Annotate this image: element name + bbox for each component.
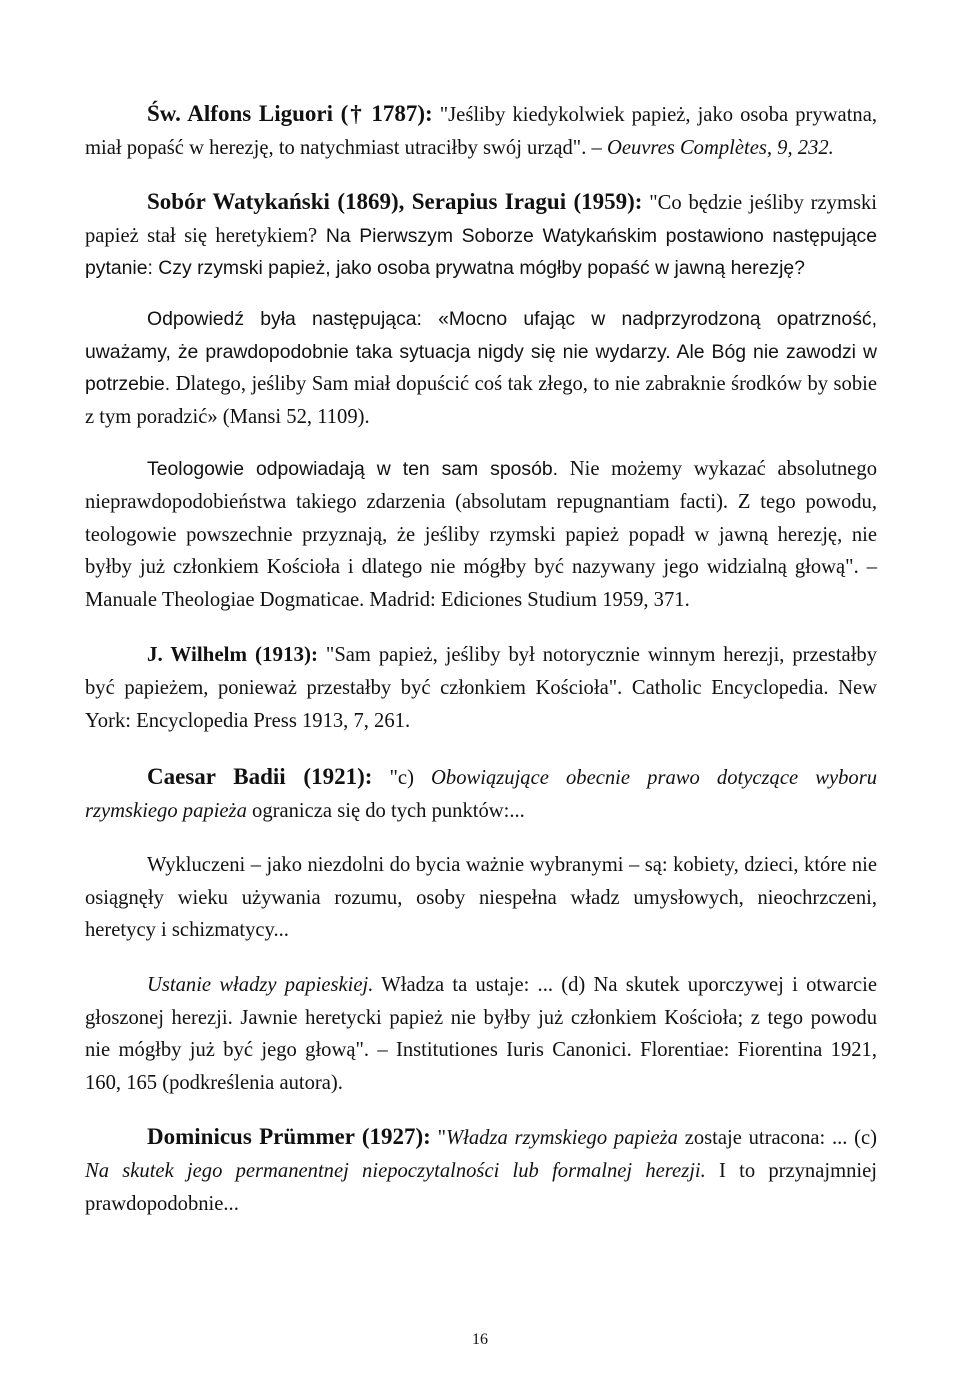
quote-lead: " [430,1127,446,1150]
quote-text: zostaje utracona: ... (c) [677,1127,878,1150]
quote-text: "Sam papież, jeśliby był notorycznie winnym herezji, przestałby być papieżem, ponieważ przestałby być członkiem Kościoła". Catholic Encyclopedia. New York: Encyclopedia Press 1913, 7, 261. [85,644,878,732]
author-name: Dominicus Prümmer (1927): [147,1124,431,1150]
paragraph-answer [85,303,877,433]
quote-text-sans: Odpowiedź była następująca: «Mocno ufając w nadprzyrodzoną opatrzność, uważamy, że prawdopodobnie taka sytuacja nigdy się nie wydarzy. Ale Bóg nie zawodzi w potrzebie. [85,307,877,396]
quote-text: I to przynajmniej prawdopodobnie... [85,1160,877,1215]
author-name: J. Wilhelm (1913): [147,642,319,667]
quote-text: "Co będzie jeśliby rzymski papież stał się heretykiem? [85,192,877,247]
paragraph-prummer [85,1121,877,1220]
paragraph-liguori [85,98,877,164]
quote-text: "Jeśliby kiedykolwiek papież, jako osoba prywatna, miał popaść w herezję, to natychmiast utraciłby swój urząd". – [85,104,878,159]
quote-text-sans: Na Pierwszym Soborze Watykańskim postawiono następujące pytanie: Czy rzymski papież, jako osoba prywatna mógłby popaść w jawną herezję? [85,224,877,280]
paragraph-cessation [85,969,877,1099]
quote-text: ogranicza się do tych punktów:... [246,799,525,822]
quote-text-sans: Teologowie odpowiadają w ten sam sposób. [147,458,559,481]
author-name: Św. Alfons Liguori ( [147,101,349,126]
author-year: 1787): [363,101,433,126]
paragraph-excluded [85,849,877,947]
paragraph-theologians [85,453,877,616]
quote-text: Dlatego, jeśliby Sam miał dopuścić coś tak złego, to nie zabraknie środków by sobie z tym poradzić» (Mansi 52, 1109). [85,373,877,428]
quote-text: Wykluczeni – jako niezdolni do bycia ważnie wybranymi – są: kobiety, dzieci, które nie osiągnęły wieku używania rozumu, osoby niespełna władz umysłowych, nieochrzczeni, heretycy i schizmatycy... [85,854,877,942]
page-number: 16 [472,1331,488,1348]
source-citation: Oeuvres Complètes, 9, 232. [601,136,834,159]
document-page [85,98,877,1220]
italic-text: Na skutek jego permanentnej niepoczytalności lub formalnej herezji. [85,1160,706,1183]
paragraph-badii [85,761,877,827]
italic-text: Ustanie władzy papieskiej. [147,974,374,997]
paragraph-wilhelm [85,638,877,737]
dagger-symbol: † [348,101,364,126]
paragraph-vatican-council [85,186,877,285]
author-name: Sobór Watykański (1869), Serapius Iragui (1959): [147,189,643,215]
quote-text: Władza ta ustaje: ... (d) Na skutek uporczywej i otwarcie głoszonej herezji. Jawnie heretycki papież nie byłby już członkiem Kościoła; z tego powodu nie mógłby już być jego głową". – Institutiones Iuris Canonici. Florentiae: Fiorentina 1921, 160, 165 (podkreślenia autora). [85,974,877,1094]
italic-text: Władza rzymskiego papieża [445,1127,678,1150]
quote-lead: "c) [372,767,414,790]
author-name: Caesar Badii (1921): [147,764,373,790]
quote-text: Nie możemy wykazać absolutnego nieprawdopodobieństwa takiego zdarzenia (absolutam repugnantiam facti). Z tego powodu, teologowie powszechnie przyznają, że jeśliby rzymski papież popadł w jawną herezję, nie byłby już członkiem Kościoła i dlatego nie mógłby być nazywany jego widzialną głową". – Manuale Theologiae Dogmaticae. Madrid: Ediciones Studium 1959, 371. [85,458,877,611]
italic-text: Obowiązujące obecnie prawo dotyczące wyboru rzymskiego papieża [85,767,878,822]
